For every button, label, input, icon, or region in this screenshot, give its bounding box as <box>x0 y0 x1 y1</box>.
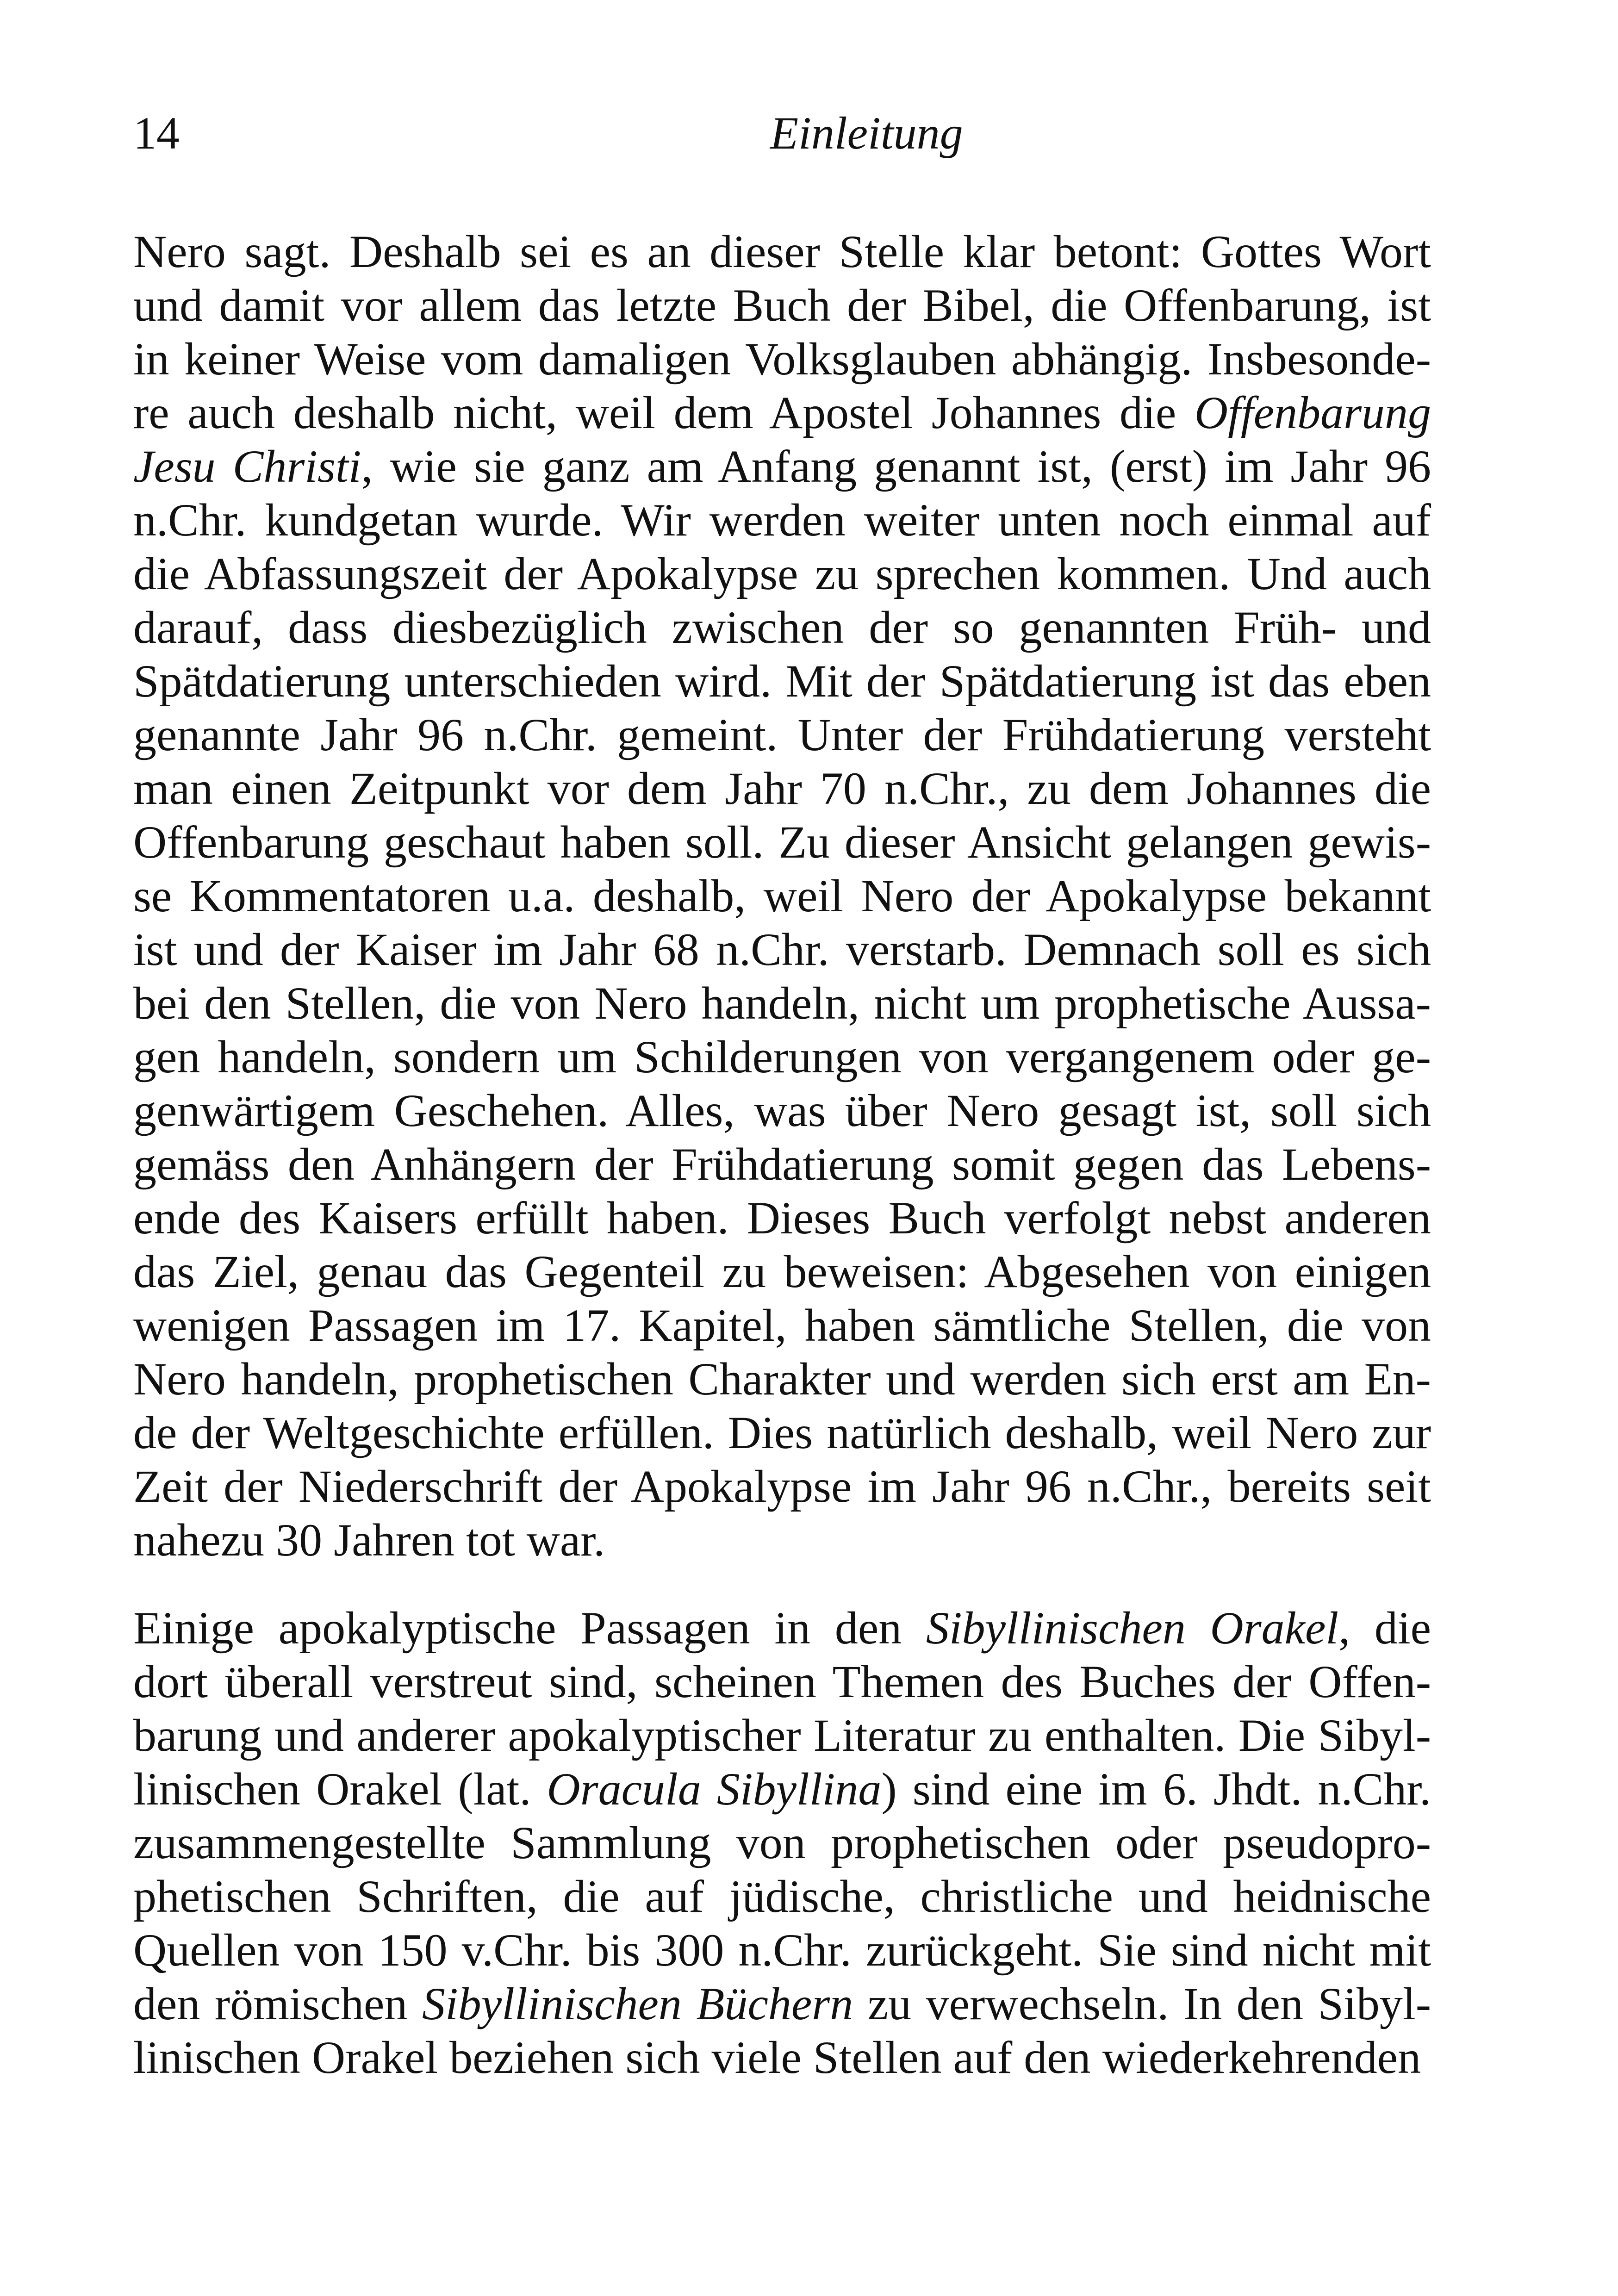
text-segment: Zeit der Niederschrift der Apokalypse im Jahr 96 n.Chr., bereits seit <box>133 1461 1431 1512</box>
text-segment: , wie sie ganz am Anfang genannt ist, (erst) im Jahr 96 <box>361 441 1431 492</box>
text-line <box>133 1191 1431 1245</box>
text-segment: ist und der Kaiser im Jahr 68 n.Chr. verstarb. Demnach soll es sich <box>133 924 1431 975</box>
text-segment: re auch deshalb nicht, weil dem Apostel Johannes die <box>133 387 1195 438</box>
text-segment: gen handeln, sondern um Schilderungen von vergangenem oder ge- <box>133 1031 1431 1083</box>
text-segment: ) sind eine im 6. Jhdt. n.Chr. <box>881 1763 1431 1815</box>
italic-text: Sibyllinischen Büchern <box>422 1978 853 2029</box>
paragraph-2 <box>133 1601 1431 2084</box>
text-line <box>133 332 1431 386</box>
text-line <box>133 815 1431 869</box>
text-line <box>133 1923 1431 1977</box>
text-line <box>133 1460 1431 1513</box>
text-segment: genwärtigem Geschehen. Alles, was über Nero gesagt ist, soll sich <box>133 1085 1431 1136</box>
text-line <box>133 1709 1431 1762</box>
text-line <box>133 1406 1431 1460</box>
text-line <box>133 708 1431 762</box>
italic-text: Oracula Sibyllina <box>547 1763 882 1815</box>
text-segment: das Ziel, genau das Gegenteil zu beweisen: Abgesehen von einigen <box>133 1246 1431 1297</box>
text-segment: barung und anderer apokalyptischer Literatur zu enthalten. Die Sibyl- <box>133 1710 1431 1761</box>
text-line <box>133 977 1431 1030</box>
text-line <box>133 225 1431 279</box>
text-segment: gemäss den Anhängern der Frühdatierung somit gegen das Lebens- <box>133 1139 1431 1190</box>
text-line <box>133 1762 1431 1816</box>
text-segment: in keiner Weise vom damaligen Volksglauben abhängig. Insbesonde- <box>133 333 1431 385</box>
italic-text: Jesu Christi <box>133 441 361 492</box>
text-line <box>133 386 1431 440</box>
text-line <box>133 1352 1431 1406</box>
text-line <box>133 1299 1431 1352</box>
text-segment: nahezu 30 Jahren tot war. <box>133 1514 605 1566</box>
text-line <box>133 654 1431 708</box>
text-segment: dort überall verstreut sind, scheinen Themen des Buches der Offen- <box>133 1656 1431 1707</box>
text-line <box>133 279 1431 332</box>
text-segment: zu verwechseln. In den Sibyl- <box>853 1978 1431 2029</box>
text-segment: Nero handeln, prophetischen Charakter und werden sich erst am En- <box>133 1353 1431 1405</box>
text-segment: den römischen <box>133 1978 422 2029</box>
text-segment: und damit vor allem das letzte Buch der Bibel, die Offenbarung, ist <box>133 280 1431 331</box>
text-line <box>133 1816 1431 1870</box>
text-line <box>133 1977 1431 2031</box>
text-segment: Quellen von 150 v.Chr. bis 300 n.Chr. zurückgeht. Sie sind nicht mit <box>133 1924 1431 1976</box>
text-segment: Spätdatierung unterschieden wird. Mit der Spätdatierung ist das eben <box>133 655 1431 707</box>
text-line <box>133 1030 1431 1084</box>
text-line <box>133 1601 1431 1655</box>
text-line <box>133 493 1431 547</box>
text-line <box>133 601 1431 654</box>
text-segment: linischen Orakel beziehen sich viele Stellen auf den wiederkehrenden <box>133 2032 1421 2083</box>
italic-text: Offenbarung <box>1194 387 1431 438</box>
text-line <box>133 762 1431 815</box>
italic-text: Sibyllinischen Orakel <box>926 1602 1339 1654</box>
text-line <box>133 440 1431 493</box>
text-segment: phetischen Schriften, die auf jüdische, christliche und heidnische <box>133 1871 1431 1922</box>
text-segment: die Abfassungszeit der Apokalypse zu sprechen kommen. Und auch <box>133 548 1431 599</box>
page-number: 14 <box>133 107 180 159</box>
running-title: Einleitung <box>770 107 963 159</box>
text-segment: darauf, dass diesbezüglich zwischen der so genannten Früh- und <box>133 602 1431 653</box>
text-line <box>133 1138 1431 1191</box>
text-line <box>133 1084 1431 1138</box>
text-line <box>133 923 1431 977</box>
text-segment: se Kommentatoren u.a. deshalb, weil Nero der Apokalypse bekannt <box>133 870 1431 921</box>
text-segment: man einen Zeitpunkt vor dem Jahr 70 n.Chr., zu dem Johannes die <box>133 763 1431 814</box>
text-segment: genannte Jahr 96 n.Chr. gemeint. Unter der Frühdatierung versteht <box>133 709 1431 760</box>
text-line <box>133 1655 1431 1709</box>
text-segment: Offenbarung geschaut haben soll. Zu dieser Ansicht gelangen gewis- <box>133 816 1431 868</box>
text-segment: Einige apokalyptische Passagen in den <box>133 1602 926 1654</box>
text-segment: linischen Orakel (lat. <box>133 1763 547 1815</box>
text-segment: zusammengestellte Sammlung von prophetischen oder pseudopro- <box>133 1817 1431 1868</box>
text-line <box>133 869 1431 923</box>
text-line <box>133 1513 1431 1567</box>
text-line <box>133 1245 1431 1299</box>
text-segment: bei den Stellen, die von Nero handeln, nicht um prophetische Aussa- <box>133 977 1431 1029</box>
text-segment: de der Weltgeschichte erfüllen. Dies natürlich deshalb, weil Nero zur <box>133 1407 1431 1458</box>
text-segment: , die <box>1338 1602 1431 1654</box>
text-line <box>133 2031 1431 2084</box>
paragraph-1 <box>133 225 1431 1567</box>
text-segment: Nero sagt. Deshalb sei es an dieser Stelle klar betont: Gottes Wort <box>133 226 1431 277</box>
text-segment: n.Chr. kundgetan wurde. Wir werden weiter unten noch einmal auf <box>133 494 1431 546</box>
text-segment: ende des Kaisers erfüllt haben. Dieses Buch verfolgt nebst anderen <box>133 1192 1431 1244</box>
page-header <box>133 106 1431 161</box>
text-line <box>133 1870 1431 1923</box>
text-segment: wenigen Passagen im 17. Kapitel, haben sämtliche Stellen, die von <box>133 1300 1431 1351</box>
text-line <box>133 547 1431 601</box>
